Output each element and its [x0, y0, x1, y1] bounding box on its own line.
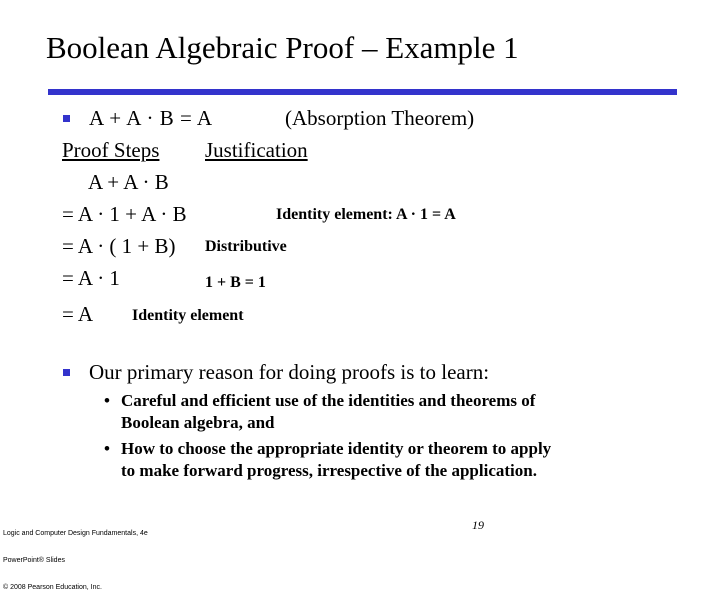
bullet-square-icon: [63, 115, 70, 122]
sub-bullet-line: Careful and efficient use of the identities and theorems of: [121, 391, 536, 410]
reason-text: Our primary reason for doing proofs is to learn:: [89, 360, 490, 384]
theorem-name: (Absorption Theorem): [285, 106, 475, 130]
footer-credits: [3, 511, 148, 601]
footer-line: © 2008 Pearson Education, Inc.: [3, 584, 102, 591]
step-expr: = A · ( 1 + B): [62, 234, 176, 258]
step-expr: = A · 1: [62, 266, 120, 290]
sub-bullet-line: to make forward progress, irrespective of the application.: [121, 461, 537, 480]
sub-bullet-text: [121, 438, 551, 482]
step-expr: = A: [62, 302, 94, 326]
title-rule: [48, 89, 677, 95]
step-justification: Distributive: [205, 238, 287, 255]
footer-line: PowerPoint® Slides: [3, 557, 65, 564]
step-expr: A + A · B: [88, 170, 169, 194]
justification-header: Justification: [205, 138, 308, 162]
footer-line: Logic and Computer Design Fundamentals, 4e: [3, 530, 148, 537]
sub-bullet-line: Boolean algebra, and: [121, 413, 275, 432]
sub-bullet-text: [121, 390, 535, 434]
sub-bullet-dot-icon: •: [104, 391, 110, 410]
step-justification: 1 + B = 1: [205, 274, 266, 291]
step-justification: Identity element: [132, 307, 244, 324]
proof-steps-header: Proof Steps: [62, 138, 160, 162]
theorem-equation: A + A · B = A: [89, 106, 213, 130]
bullet-square-icon: [63, 369, 70, 376]
sub-bullet-line: How to choose the appropriate identity or theorem to apply: [121, 439, 552, 458]
step-justification: Identity element: A · 1 = A: [276, 206, 456, 223]
slide-title: Boolean Algebraic Proof – Example 1: [46, 30, 519, 65]
sub-bullet-dot-icon: •: [104, 439, 110, 458]
step-expr: = A · 1 + A · B: [62, 202, 187, 226]
page-number: 19: [472, 518, 484, 532]
